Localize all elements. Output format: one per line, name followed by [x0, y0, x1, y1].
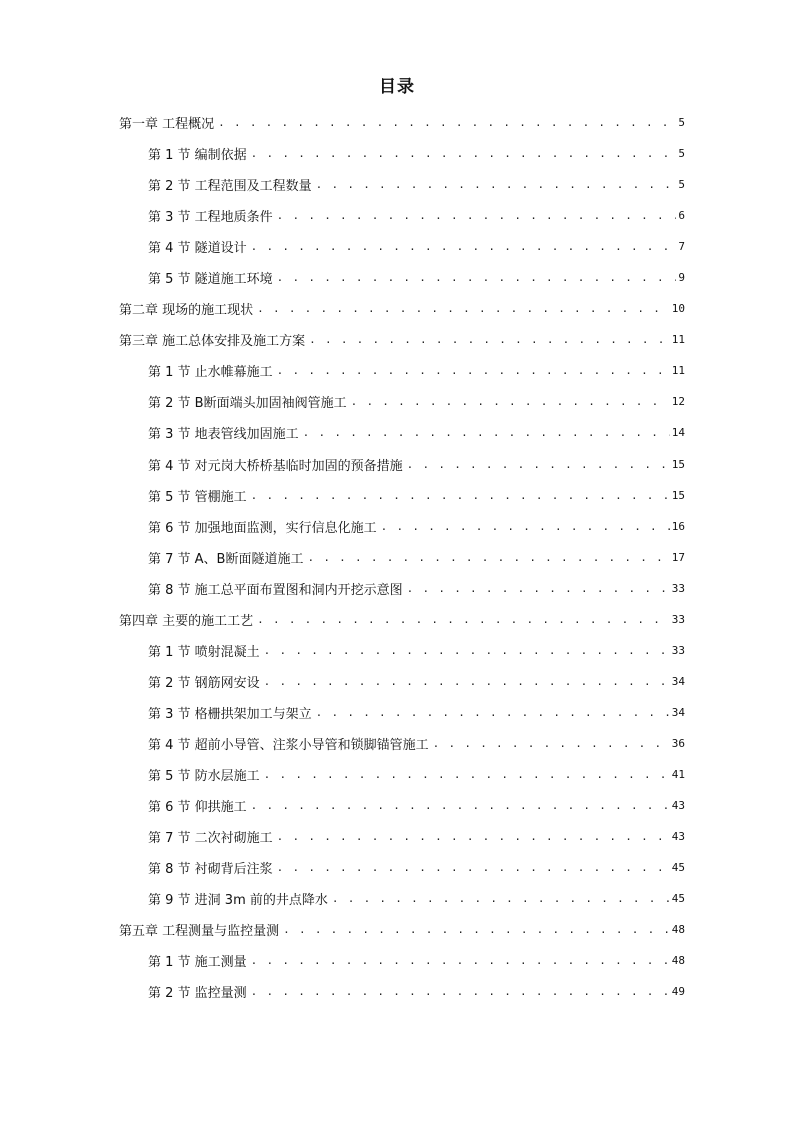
toc-chapter-entry[interactable]	[119, 107, 685, 138]
toc-dot-leader	[251, 799, 670, 812]
toc-section-entry[interactable]	[148, 728, 685, 759]
toc-page-number: 41	[671, 768, 685, 781]
toc-dot-leader	[277, 364, 670, 377]
page-title: 目录	[379, 77, 415, 97]
toc-page-number: 11	[671, 364, 685, 378]
toc-section-entry[interactable]	[148, 635, 685, 666]
toc-dot-leader	[407, 458, 670, 471]
toc-section-entry[interactable]	[148, 200, 685, 231]
toc-entry-label: 第 7 节 A、B断面隧道施工	[148, 551, 304, 567]
toc-page-number: 5	[678, 116, 685, 130]
toc-dot-leader	[277, 271, 677, 284]
toc-entry-label: 第 3 节 地表管线加固施工	[148, 427, 299, 443]
toc-page-number: 10	[671, 302, 685, 316]
toc-entry-label: 第 4 节 对元岗大桥桥基临时加固的预备措施	[148, 458, 403, 474]
toc-dot-leader	[251, 985, 670, 998]
toc-entry-label: 第 3 节 工程地质条件	[148, 210, 273, 226]
toc-dot-leader	[309, 333, 670, 346]
toc-entry-label: 第 5 节 管棚施工	[148, 489, 247, 505]
toc-entry-label: 第 2 节 B断面端头加固袖阀管施工	[148, 396, 347, 412]
toc-page-number: 16	[671, 519, 685, 533]
toc-dot-leader	[303, 426, 670, 439]
toc-dot-leader	[257, 613, 670, 626]
toc-entry-label: 第 1 节 编制依据	[148, 148, 247, 164]
toc-dot-leader	[264, 768, 670, 781]
toc-page-number: 48	[671, 954, 685, 968]
toc-section-entry[interactable]	[148, 945, 685, 976]
toc-page-number: 49	[671, 985, 685, 999]
toc-section-entry[interactable]	[148, 355, 685, 386]
toc-page-number: 5	[678, 147, 685, 161]
toc-entry-label: 第 1 节 施工测量	[148, 955, 247, 971]
toc-page-number: 33	[671, 581, 685, 595]
toc-section-entry[interactable]	[148, 821, 685, 852]
toc-entry-label: 第 4 节 隧道设计	[148, 241, 247, 257]
toc-dot-leader	[433, 737, 670, 750]
toc-page-number: 12	[671, 395, 685, 409]
toc-section-entry[interactable]	[148, 262, 685, 293]
toc-dot-leader	[351, 395, 670, 408]
toc-page-number: 33	[671, 612, 685, 626]
toc-entry-label: 第 5 节 防水层施工	[148, 769, 260, 784]
toc-section-entry[interactable]	[148, 169, 685, 200]
toc-page-number: 45	[671, 892, 685, 906]
toc-dot-leader	[407, 582, 670, 595]
toc-page-number: 33	[671, 643, 685, 657]
toc-section-entry[interactable]	[148, 697, 685, 728]
toc-dot-leader	[251, 954, 670, 967]
toc-section-entry[interactable]	[148, 573, 685, 604]
toc-dot-leader	[316, 706, 670, 719]
toc-section-entry[interactable]	[148, 790, 685, 821]
toc-entry-label: 第四章 主要的施工工艺	[119, 613, 254, 629]
toc-dot-leader	[277, 209, 677, 222]
toc-dot-leader	[277, 830, 670, 843]
toc-section-entry[interactable]	[148, 666, 685, 697]
toc-page-number: 6	[678, 209, 685, 223]
toc-page-number: 7	[678, 240, 685, 254]
toc-dot-leader	[381, 520, 670, 533]
toc-dot-leader	[264, 675, 670, 688]
toc-page-number: 15	[671, 488, 685, 502]
toc-entry-label: 第一章 工程概况	[119, 117, 215, 133]
toc-section-entry[interactable]	[148, 542, 685, 573]
toc-chapter-entry[interactable]	[119, 293, 685, 324]
toc-section-entry[interactable]	[148, 386, 685, 417]
toc-entry-label: 第 8 节 施工总平面布置图和洞内开挖示意图	[148, 582, 403, 598]
toc-dot-leader	[264, 644, 670, 657]
toc-page-number: 45	[671, 861, 685, 875]
toc-entry-label: 第 2 节 钢筋网安设	[148, 675, 260, 691]
toc-dot-leader	[218, 116, 676, 129]
toc-entry-label: 第 9 节 进洞 3m 前的井点降水	[148, 893, 328, 909]
toc-dot-leader	[307, 551, 669, 564]
toc-dot-leader	[251, 147, 677, 160]
toc-section-entry[interactable]	[148, 883, 685, 914]
toc-section-entry[interactable]	[148, 480, 685, 511]
toc-page-number: 14	[671, 426, 685, 440]
toc-dot-leader	[283, 923, 670, 936]
toc-section-entry[interactable]	[148, 759, 685, 790]
toc-dot-leader	[277, 861, 670, 874]
toc-page-number: 36	[671, 736, 685, 750]
toc-entry-label: 第 1 节 止水帷幕施工	[148, 365, 273, 381]
toc-entry-label: 第 2 节 工程范围及工程数量	[148, 179, 312, 195]
toc-page-number: 15	[671, 457, 685, 471]
toc-page-number: 17	[671, 550, 685, 564]
toc-page-number: 11	[671, 333, 685, 347]
toc-entry-label: 第 8 节 衬砌背后注浆	[148, 862, 273, 878]
toc-entry-label: 第 5 节 隧道施工环境	[148, 272, 273, 288]
toc-entry-label: 第二章 现场的施工现状	[119, 303, 254, 319]
toc-section-entry[interactable]	[148, 231, 685, 262]
toc-page-number: 48	[671, 923, 685, 937]
toc-entry-label: 第 1 节 喷射混凝土	[148, 644, 260, 660]
toc-page-number: 34	[671, 705, 685, 719]
toc-page-number: 43	[671, 799, 685, 813]
toc-dot-leader	[251, 489, 670, 502]
toc-page-number: 5	[678, 178, 685, 192]
toc-entry-label: 第三章 施工总体安排及施工方案	[119, 334, 306, 350]
toc-entry-label: 第 6 节 仰拱施工	[148, 800, 247, 816]
toc-entry-label: 第 3 节 格栅拱架加工与架立	[148, 706, 312, 722]
toc-entry-label: 第 2 节 监控量测	[148, 986, 247, 1002]
toc-page-number: 34	[671, 674, 685, 688]
toc-entry-label: 第 4 节 超前小导管、注浆小导管和锁脚锚管施工	[148, 737, 429, 753]
toc-section-entry[interactable]	[148, 976, 685, 1007]
toc-dot-leader	[251, 240, 677, 253]
toc-entry-label: 第 7 节 二次衬砌施工	[148, 831, 273, 847]
toc-entry-label: 第五章 工程测量与监控量测	[119, 924, 280, 940]
toc-chapter-entry[interactable]	[119, 324, 685, 355]
toc-section-entry[interactable]	[148, 852, 685, 883]
toc-chapter-entry[interactable]	[119, 604, 685, 635]
toc-chapter-entry[interactable]	[119, 914, 685, 945]
toc-dot-leader	[257, 302, 670, 315]
toc-entry-label: 第 6 节 加强地面监测，实行信息化施工	[148, 520, 377, 536]
toc-dot-leader	[332, 892, 670, 905]
toc-section-entry[interactable]	[148, 511, 685, 542]
toc-section-entry[interactable]	[148, 138, 685, 169]
toc-page-number: 43	[671, 830, 685, 844]
toc-section-entry[interactable]	[148, 417, 685, 448]
toc-dot-leader	[316, 178, 677, 191]
toc-section-entry[interactable]	[148, 449, 685, 480]
table-of-contents	[0, 107, 794, 1007]
toc-page-number: 9	[678, 271, 685, 285]
